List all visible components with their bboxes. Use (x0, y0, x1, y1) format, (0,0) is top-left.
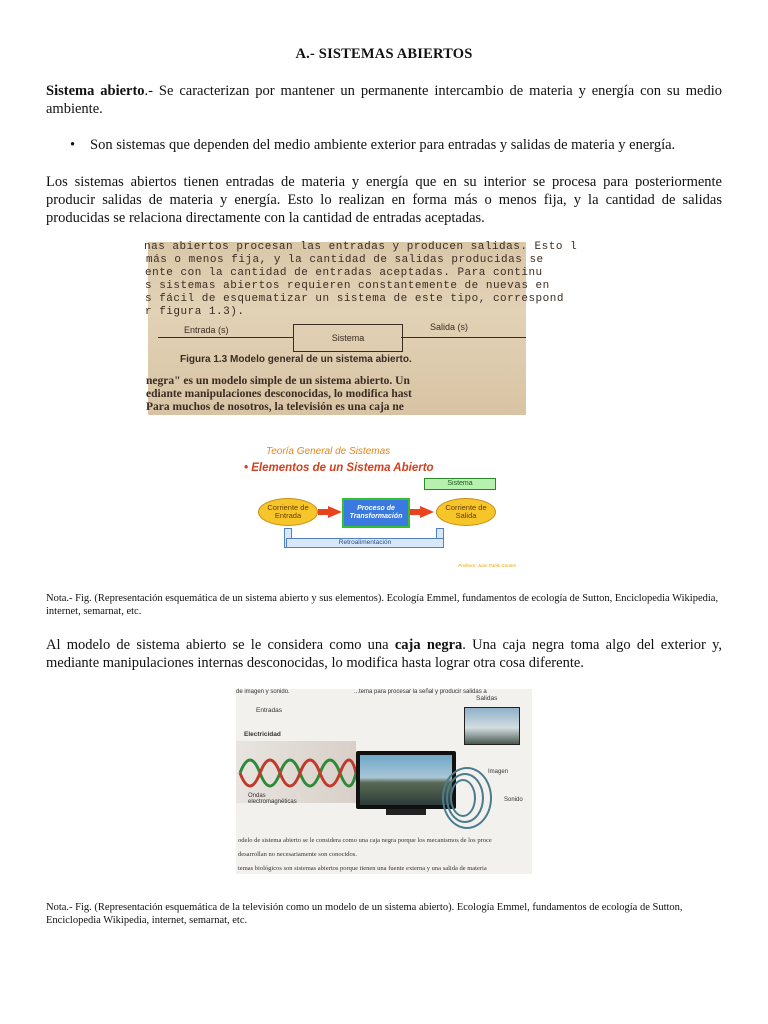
electricity-label: Electricidad (244, 731, 281, 738)
page-title: A.- SISTEMAS ABIERTOS (295, 46, 473, 62)
tv-stand (386, 809, 426, 815)
bullet-item (70, 137, 720, 154)
photo-text-line: nas abiertos procesan las entradas y producen salidas. Esto l (144, 241, 578, 253)
diagram-title: Teoría General de Sistemas (266, 446, 391, 457)
figure-caption: Figura 1.3 Modelo general de un sistema abierto. (180, 354, 412, 365)
figure-note-2: Nota.- Fig. (Representación esquemática de la televisión como un modelo de un sistema abierto). Ecología Emmel, fundamentos de ecología de Sutton, Enciclopedia Wikipedia, internet, semarnat, etc. (46, 902, 683, 926)
definition-term: Sistema abierto (46, 83, 145, 99)
output-image-inset (464, 707, 520, 745)
image-label: Imagen (488, 769, 509, 775)
black-box-text-b: . Una caja negra toma algo del exterior y, mediante manipulaciones internas desconocidas, lo modifica hasta lograr otra cosa diferente. (46, 637, 722, 671)
feedback-bar: Retroalimentación (286, 538, 444, 548)
input-stream-node: Corriente de Entrada (258, 498, 318, 526)
photo-text-line: más o menos fija, y la cantidad de salidas producidas se (146, 254, 544, 266)
arrow-right-icon (420, 506, 434, 518)
arrow-right-icon (328, 506, 342, 518)
system-box: Sistema (293, 324, 403, 352)
photo-text-line: s sistemas abiertos requieren constantemente de nuevas en (145, 280, 550, 292)
photo-bottom-line: negra" es un modelo simple de un sistema abierto. Un (146, 375, 410, 387)
photo-top-left-text: de imagen y sonido. (236, 689, 290, 695)
transformation-process-node: Proceso de Transformación (342, 498, 410, 528)
figure-note-1: Nota.- Fig. (Representación esquemática de un sistema abierto y sus elementos). Ecología Emmel, fundamentos de ecología de Sutton, Enciclopedia Wikipedia, internet, semarnat, etc. (46, 593, 719, 617)
photo-caption-line: odelo de sistema abierto se le considera como una caja negra porque los mecanismos de los proce (238, 837, 492, 844)
definition-text: .- Se caracterizan por mantener un permanente intercambio de materia y energía con su medio ambiente. (46, 83, 722, 117)
black-box-paragraph (46, 636, 722, 672)
input-arrow (158, 337, 293, 338)
book-page-photo (144, 241, 578, 415)
open-system-diagram (210, 442, 524, 578)
input-label: Entrada (s) (184, 325, 229, 335)
photo-text-line: s fácil de esquematizar un sistema de este tipo, correspond (145, 293, 564, 305)
diagram-subtitle: • Elementos de un Sistema Abierto (244, 462, 434, 474)
bullet-text: Son sistemas que dependen del medio ambiente exterior para entradas y salidas de materia y energía. (90, 137, 676, 153)
output-stream-node: Corriente de Salida (436, 498, 496, 526)
diagram-author: Profesor: Juan Pablo Cordes (458, 563, 516, 568)
photo-bottom-line: Para muchos de nosotros, la televisión es una caja ne (146, 401, 404, 413)
sound-wave-icon (442, 767, 492, 829)
output-arrow (401, 337, 526, 338)
bullet-icon: • (70, 137, 76, 153)
tv-system-photo (236, 689, 532, 874)
output-label: Salida (s) (430, 322, 469, 332)
wave-signal-icon (240, 747, 356, 799)
tv-screen (360, 755, 452, 805)
explanation-paragraph: Los sistemas abiertos tienen entradas de materia y energía que en su interior se procesa para posteriormente producir salidas de materia y energía. Esto lo realizan en forma más o menos fija, y la cantidad de salidas producidas se relaciona directamente con la cantidad de entradas aceptadas. (46, 174, 722, 226)
photo-top-right-text: ...tema para procesar la señal y producir salidas a (354, 689, 487, 695)
sound-label: Sonido (504, 797, 523, 803)
black-box-text-a: Al modelo de sistema abierto se le considera como una (46, 637, 395, 653)
waves-label: Ondas electromagnéticas (248, 793, 297, 805)
photo-text-line: ente con la cantidad de entradas aceptadas. Para continu (145, 267, 543, 279)
system-label: Sistema (424, 478, 496, 490)
photo-caption-line: temas biológicos son sistemas abiertos porque tienen una fuente externa y una salida de materia (238, 865, 487, 872)
photo-text-line: r figura 1.3). (145, 306, 245, 318)
photo-caption-line: desarrollan no necesariamente son conocidos. (238, 851, 357, 858)
inputs-label: Entradas (256, 707, 283, 714)
black-box-term: caja negra (394, 637, 463, 653)
photo-bottom-line: ediante manipulaciones desconocidas, lo modifica hast (146, 388, 412, 400)
definition-paragraph (46, 82, 722, 118)
outputs-label: Salidas (476, 695, 498, 702)
